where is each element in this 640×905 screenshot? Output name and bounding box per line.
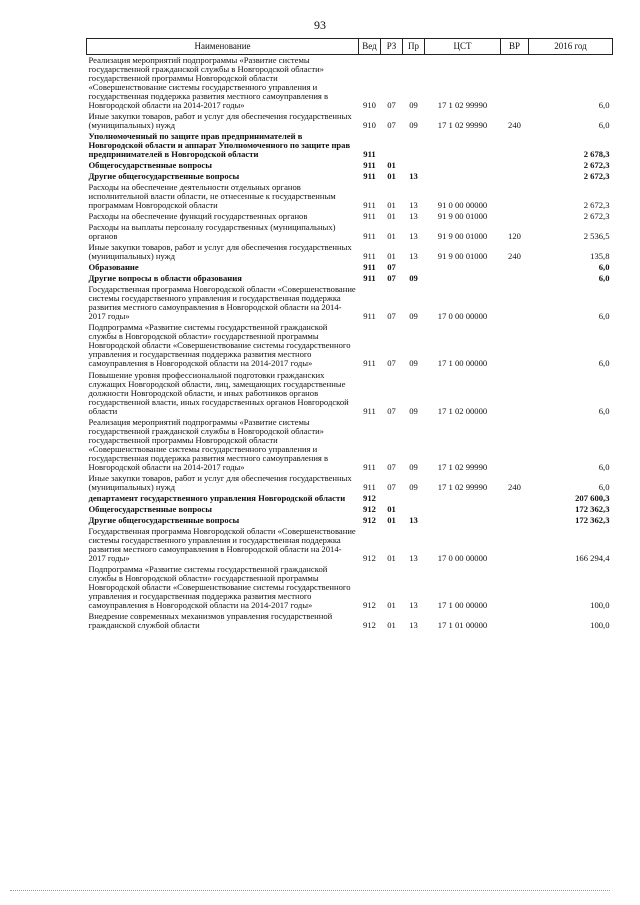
cell-cst: 17 0 00 00000 xyxy=(437,311,488,322)
cell-rz: 07 xyxy=(387,405,396,416)
cell-rz: 01 xyxy=(387,599,396,610)
cell-ved: 912 xyxy=(363,552,376,563)
table-body xyxy=(87,55,613,631)
cell-pr: 09 xyxy=(409,311,418,322)
cell-ved: 911 xyxy=(363,251,376,262)
cell-name: Общегосударственные вопросы xyxy=(88,503,212,514)
cell-vr: 240 xyxy=(508,481,521,492)
cell-vr xyxy=(501,273,529,284)
budget-table xyxy=(86,38,613,631)
table-row xyxy=(87,284,613,322)
header-rz: РЗ xyxy=(381,39,403,55)
table-row xyxy=(87,273,613,284)
cell-vr xyxy=(501,160,529,171)
cell-vr: 120 xyxy=(508,231,521,242)
table-row xyxy=(87,242,613,262)
cell-pr xyxy=(403,131,425,160)
cell-pr: 09 xyxy=(409,120,418,131)
cell-cst: 17 1 02 99990 xyxy=(437,100,488,111)
cell-vr xyxy=(501,211,529,222)
cell-name: Образование xyxy=(88,262,139,273)
table-row xyxy=(87,171,613,182)
header-sum: 2016 год xyxy=(529,39,613,55)
cell-name: Общегосударственные вопросы xyxy=(88,160,212,171)
cell-vr xyxy=(501,284,529,322)
cell-vr xyxy=(501,611,529,631)
cell-ved: 911 xyxy=(363,311,376,322)
cell-vr xyxy=(501,417,529,473)
cell-ved: 912 xyxy=(363,619,376,630)
cell-pr: 13 xyxy=(409,231,418,242)
cell-name: Государственная программа Новгородской области «Совершенствование системы государственного управления и государственная поддержка развития местного самоуправления в Новгородской области на 2014-2017 годы» xyxy=(88,525,356,563)
cell-vr xyxy=(501,504,529,515)
cell-cst xyxy=(425,493,501,504)
cell-ved: 911 xyxy=(363,149,376,160)
cell-sum: 2 678,3 xyxy=(583,149,610,160)
cell-pr xyxy=(403,493,425,504)
cell-name: Расходы на выплаты персоналу государственных (муниципальных) органов xyxy=(88,222,336,242)
cell-cst xyxy=(425,515,501,526)
cell-ved: 912 xyxy=(363,599,376,610)
table-row xyxy=(87,131,613,160)
cell-cst: 91 9 00 01000 xyxy=(437,231,488,242)
cell-cst: 91 0 00 00000 xyxy=(437,200,488,211)
header-vr: ВР xyxy=(501,39,529,55)
cell-ved: 912 xyxy=(363,514,376,525)
page-number: 93 xyxy=(314,18,326,32)
cell-vr xyxy=(501,493,529,504)
cell-pr xyxy=(403,262,425,273)
cell-name: Расходы на обеспечение функций государственных органов xyxy=(88,211,308,222)
cell-pr: 09 xyxy=(409,358,418,369)
cell-ved: 911 xyxy=(363,461,376,472)
cell-rz: 07 xyxy=(387,358,396,369)
cell-name: Иные закупки товаров, работ и услуг для обеспечения государственных (муниципальных) нужд xyxy=(88,472,352,492)
cell-name: Повышение уровня профессиональной подготовки гражданских служащих Новгородской области, лиц, замещающих государственные должности Новгородской области, и иных работников органов государственной власти, иных государственных органов Новгородской области xyxy=(88,369,349,416)
cell-name: Расходы на обеспечение деятельности отдельных органов исполнительной власти области, не отнесенные к государственным программам Новгородской области xyxy=(88,182,336,211)
cell-name: Государственная программа Новгородской области «Совершенствование системы государственного управления и государственная поддержка развития местного самоуправления в Новгородской области на 2014-2017 годы» xyxy=(88,284,356,322)
cell-pr: 13 xyxy=(409,619,418,630)
cell-ved: 910 xyxy=(363,100,376,111)
cell-cst: 17 1 00 00000 xyxy=(437,599,488,610)
cell-rz: 07 xyxy=(387,481,396,492)
cell-rz: 01 xyxy=(387,211,396,222)
table-row xyxy=(87,417,613,473)
table-row xyxy=(87,473,613,493)
cell-rz: 01 xyxy=(387,619,396,630)
cell-vr xyxy=(501,131,529,160)
table-row xyxy=(87,55,613,112)
cell-vr: 240 xyxy=(508,120,521,131)
header-ved: Вед xyxy=(359,39,381,55)
cell-cst xyxy=(425,262,501,273)
table-row xyxy=(87,160,613,171)
cell-rz: 01 xyxy=(387,514,396,525)
cell-pr: 09 xyxy=(409,100,418,111)
table-row xyxy=(87,222,613,242)
cell-pr xyxy=(403,504,425,515)
cell-pr: 13 xyxy=(409,171,418,182)
cell-sum: 172 362,3 xyxy=(575,503,610,514)
cell-rz: 01 xyxy=(387,251,396,262)
cell-pr: 13 xyxy=(409,211,418,222)
cell-pr: 09 xyxy=(409,405,418,416)
cell-rz: 01 xyxy=(387,503,396,514)
cell-pr: 13 xyxy=(409,200,418,211)
table-row xyxy=(87,504,613,515)
cell-ved: 912 xyxy=(363,492,376,503)
cell-sum: 6,0 xyxy=(598,481,610,492)
cell-sum: 6,0 xyxy=(598,405,610,416)
table-row xyxy=(87,370,613,417)
header-cst: ЦСТ xyxy=(425,39,501,55)
table-row xyxy=(87,262,613,273)
cell-sum: 6,0 xyxy=(598,358,610,369)
table-row xyxy=(87,322,613,369)
cell-cst: 91 9 00 01000 xyxy=(437,251,488,262)
cell-ved: 911 xyxy=(363,200,376,211)
cell-ved: 911 xyxy=(363,405,376,416)
cell-name: Иные закупки товаров, работ и услуг для обеспечения государственных (муниципальных) нужд xyxy=(88,242,352,262)
cell-vr xyxy=(501,564,529,611)
cell-cst: 17 1 00 00000 xyxy=(437,358,488,369)
cell-vr: 240 xyxy=(508,251,521,262)
cell-ved: 911 xyxy=(363,481,376,492)
cell-rz: 01 xyxy=(387,200,396,211)
table-row xyxy=(87,564,613,611)
cell-pr: 09 xyxy=(409,273,418,284)
cell-rz xyxy=(381,493,403,504)
cell-cst xyxy=(425,160,501,171)
cell-ved: 912 xyxy=(363,503,376,514)
cell-rz: 01 xyxy=(387,160,396,171)
cell-cst: 91 9 00 01000 xyxy=(437,211,488,222)
cell-rz: 07 xyxy=(387,461,396,472)
cell-cst: 17 1 02 00000 xyxy=(437,405,488,416)
cell-name: Подпрограмма «Развитие системы государственной гражданской службы в Новгородской области» государственной программы Новгородской области «Совершенствование системы государственного управления и государственная поддержка развития местного самоуправления в Новгородской области на 2014-2017 годы» xyxy=(88,322,351,369)
cell-sum: 2 536,5 xyxy=(583,231,610,242)
cell-cst xyxy=(425,171,501,182)
table-row xyxy=(87,515,613,526)
cell-pr: 13 xyxy=(409,514,418,525)
cell-sum: 166 294,4 xyxy=(575,552,610,563)
cell-vr xyxy=(501,370,529,417)
cell-ved: 911 xyxy=(363,262,376,273)
cell-sum: 172 362,3 xyxy=(575,514,610,525)
cell-ved: 911 xyxy=(363,211,376,222)
cell-cst xyxy=(425,504,501,515)
cell-vr xyxy=(501,322,529,369)
cell-cst: 17 1 02 99990 xyxy=(437,481,488,492)
cell-rz: 07 xyxy=(387,311,396,322)
cell-sum: 2 672,3 xyxy=(583,200,610,211)
cell-vr xyxy=(501,526,529,564)
cell-name: Подпрограмма «Развитие системы государственной гражданской службы в Новгородской области» государственной программы Новгородской области «Совершенствование системы государственного управления и государственная поддержка развития местного самоуправления в Новгородской области на 2014-2017 годы» xyxy=(88,563,351,610)
cell-cst: 17 1 02 99990 xyxy=(437,461,488,472)
cell-rz: 07 xyxy=(387,262,396,273)
cell-pr: 13 xyxy=(409,599,418,610)
cell-ved: 910 xyxy=(363,120,376,131)
cell-rz: 01 xyxy=(387,171,396,182)
cell-sum: 6,0 xyxy=(598,100,610,111)
table-row xyxy=(87,111,613,131)
table-row xyxy=(87,211,613,222)
cell-name: департамент государственного управления Новгородской области xyxy=(88,492,346,503)
cell-rz: 07 xyxy=(387,120,396,131)
cell-ved: 911 xyxy=(363,273,376,284)
cell-sum: 207 600,3 xyxy=(575,492,610,503)
cell-pr: 13 xyxy=(409,251,418,262)
cell-pr: 09 xyxy=(409,481,418,492)
cell-sum: 100,0 xyxy=(590,599,610,610)
table-row xyxy=(87,493,613,504)
cell-cst: 17 0 00 00000 xyxy=(437,552,488,563)
cell-name: Реализация мероприятий подпрограммы «Развитие системы государственной гражданской службы в Новгородской области» государственной программы Новгородской области «Совершенствование системы государственного управления и государственная поддержка развития местного самоуправления в Новгородской области на 2014-2017 годы» xyxy=(88,416,329,472)
table-row xyxy=(87,182,613,211)
table-row xyxy=(87,611,613,631)
cell-vr xyxy=(501,171,529,182)
cell-sum: 100,0 xyxy=(590,619,610,630)
cell-pr: 13 xyxy=(409,552,418,563)
cell-sum: 6,0 xyxy=(598,461,610,472)
cell-pr: 09 xyxy=(409,461,418,472)
cell-sum: 2 672,3 xyxy=(583,171,610,182)
cell-rz: 07 xyxy=(387,100,396,111)
cell-pr xyxy=(403,160,425,171)
cell-cst: 17 1 02 99990 xyxy=(437,120,488,131)
cell-name: Другие общегосударственные вопросы xyxy=(88,171,240,182)
cell-cst xyxy=(425,273,501,284)
cell-cst: 17 1 01 00000 xyxy=(437,619,488,630)
cell-ved: 911 xyxy=(363,160,376,171)
table-row xyxy=(87,526,613,564)
cell-rz: 01 xyxy=(387,552,396,563)
cell-rz xyxy=(381,131,403,160)
cell-sum: 6,0 xyxy=(598,311,610,322)
cell-vr xyxy=(501,182,529,211)
cell-name: Иные закупки товаров, работ и услуг для обеспечения государственных (муниципальных) нужд xyxy=(88,111,352,131)
cell-name: Уполномоченный по защите прав предпринимателей в Новгородской области и аппарат Уполномоченного по защите прав предпринимателей в Новгородской области xyxy=(88,131,351,160)
scan-edge xyxy=(10,890,610,895)
cell-name: Другие общегосударственные вопросы xyxy=(88,514,240,525)
cell-sum: 6,0 xyxy=(598,273,610,284)
cell-ved: 911 xyxy=(363,171,376,182)
cell-name: Реализация мероприятий подпрограммы «Развитие системы государственной гражданской службы в Новгородской области» государственной программы Новгородской области «Совершенствование системы государственного управления и государственная поддержка развития местного самоуправления в Новгородской области на 2014-2017 годы» xyxy=(88,55,329,111)
cell-name: Внедрение современных механизмов управления государственной гражданской службой области xyxy=(88,610,333,630)
cell-rz: 01 xyxy=(387,231,396,242)
table-header-row xyxy=(87,39,613,55)
cell-sum: 135,8 xyxy=(590,251,610,262)
cell-ved: 911 xyxy=(363,358,376,369)
header-name: Наименование xyxy=(87,39,359,55)
cell-name: Другие вопросы в области образования xyxy=(88,273,242,284)
cell-sum: 2 672,3 xyxy=(583,160,610,171)
cell-cst xyxy=(425,131,501,160)
cell-sum: 2 672,3 xyxy=(583,211,610,222)
header-pr: Пр xyxy=(403,39,425,55)
cell-ved: 911 xyxy=(363,231,376,242)
cell-sum: 6,0 xyxy=(598,120,610,131)
cell-rz: 07 xyxy=(387,273,396,284)
cell-vr xyxy=(501,515,529,526)
cell-sum: 6,0 xyxy=(598,262,610,273)
cell-vr xyxy=(501,262,529,273)
cell-vr xyxy=(501,55,529,112)
